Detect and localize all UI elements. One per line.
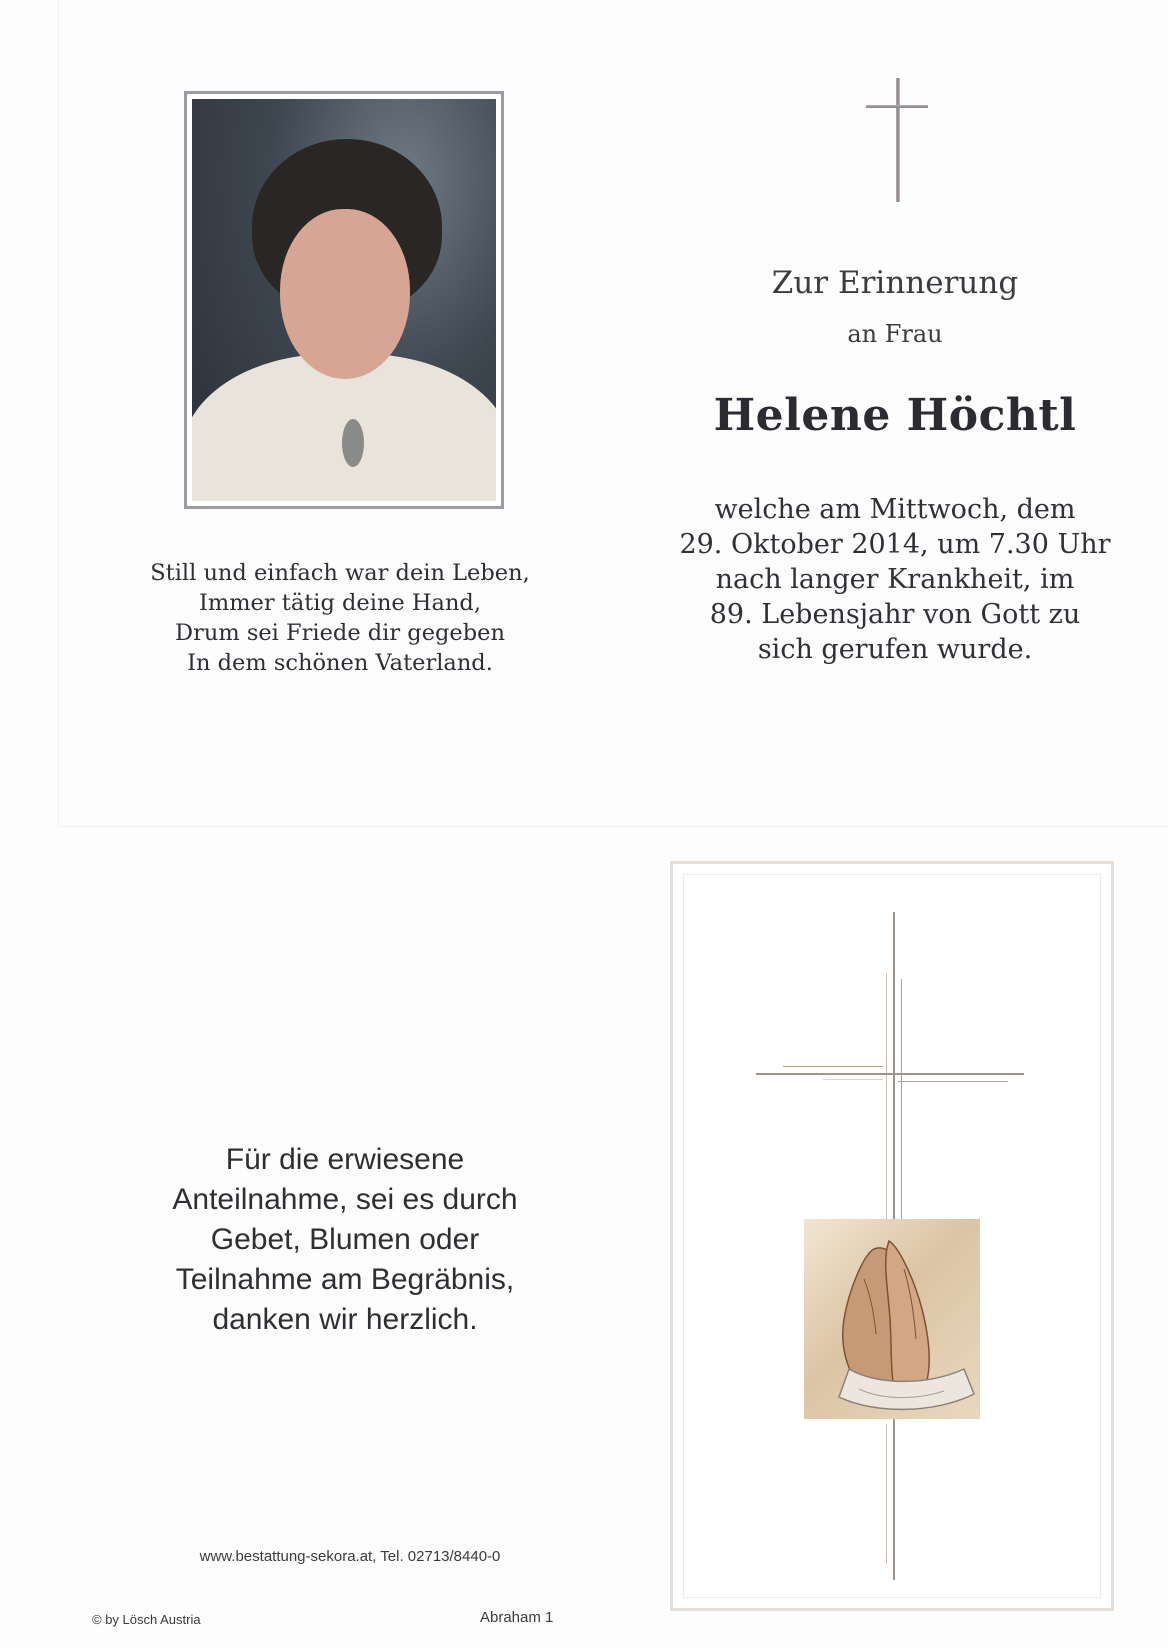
death-notice-line: 29. Oktober 2014, um 7.30 Uhr [679,529,1111,560]
death-notice [660,492,1130,667]
thanks-line: Anteilnahme, sei es durch [172,1183,518,1216]
portrait-photo [192,99,496,501]
death-notice-line: sich gerufen wurde. [757,634,1033,665]
deceased-name: Helene Höchtl [713,390,1077,441]
fold-line [60,826,1168,827]
memorial-heading: Zur Erinnerung [771,265,1019,301]
praying-hands-drawing [804,1219,980,1419]
funeral-home-contact: www.bestattung-sekora.at, Tel. 02713/8440-0 [199,1548,501,1565]
poem-line: Immer tätig deine Hand, [199,590,481,616]
thanks-line: danken wir herzlich. [212,1303,478,1336]
death-notice-line: welche am Mittwoch, dem [714,494,1076,525]
thanks-line: Gebet, Blumen oder [210,1223,480,1256]
card-model-name: Abraham 1 [480,1609,554,1626]
poem-line: Still und einfach war dein Leben, [150,560,530,586]
cover-card [670,861,1114,1611]
poem-line: Drum sei Friede dir gegeben [175,620,505,646]
poem-line: In dem schönen Vaterland. [187,650,493,676]
portrait-frame [184,91,504,509]
death-notice-line: nach langer Krankheit, im [715,564,1075,595]
death-notice-line: 89. Lebensjahr von Gott zu [709,599,1081,630]
thanks-line: Für die erwiesene [225,1143,465,1176]
thanks-line: Teilnahme am Begräbnis, [175,1263,515,1296]
poem [120,558,560,678]
page-edge [58,0,59,826]
thanks-message [110,1140,580,1340]
praying-hands-icon [804,1219,980,1419]
memorial-salutation: an Frau [847,320,943,348]
copyright-note: © by Lösch Austria [92,1612,201,1627]
